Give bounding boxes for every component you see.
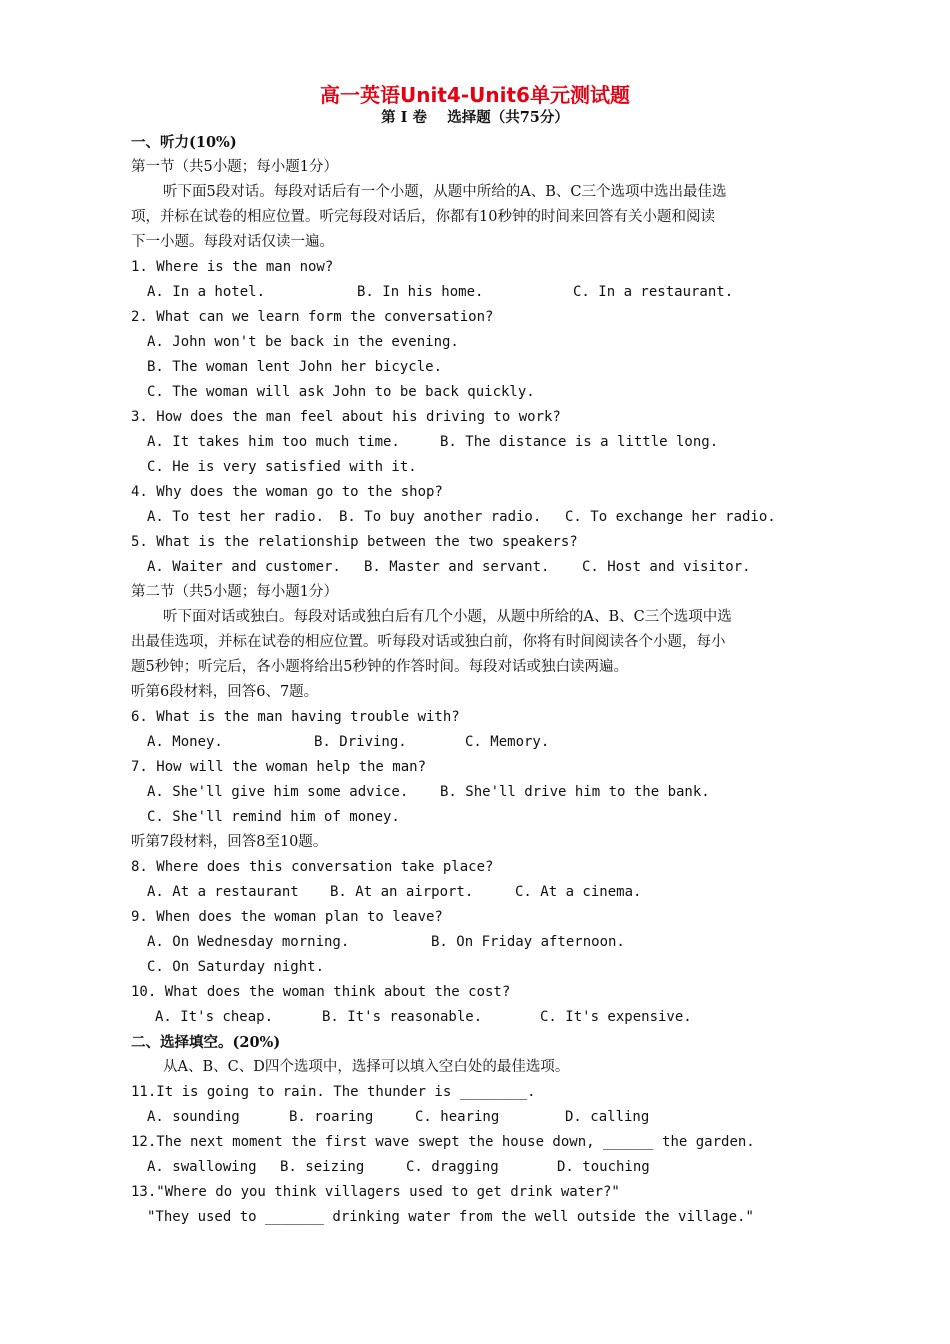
option-3c: C. He is very satisfied with it. — [147, 459, 417, 475]
part2-instruction: 从A、B、C、D四个选项中，选择可以填入空白处的最佳选项。 — [163, 1059, 570, 1075]
part1-heading: 一、听力(10%) — [131, 134, 237, 151]
question-12: 12.The next moment the first wave swept the house down, ______ the garden. — [131, 1134, 755, 1150]
option-8c: C. At a cinema. — [515, 884, 642, 900]
option-9b: B. On Friday afternoon. — [431, 934, 625, 950]
section2-instruction-line: 出最佳选项，并标在试卷的相应位置。听每段对话或独白前，你将有时间阅读各个小题，每小 — [131, 634, 726, 650]
option-6b: B. Driving. — [314, 734, 407, 750]
question-4: 4. Why does the woman go to the shop? — [131, 484, 443, 500]
option-4b: B. To buy another radio. — [339, 509, 542, 525]
question-3: 3. How does the man feel about his driving to work? — [131, 409, 561, 425]
section2-label: 第二节（共5小题；每小题1分） — [131, 584, 338, 600]
section2-instruction-line: 题5秒钟；听完后，各小题将给出5秒钟的作答时间。每段对话或独白读两遍。 — [131, 659, 628, 675]
option-3b: B. The distance is a little long. — [440, 434, 719, 450]
option-1c: C. In a restaurant. — [573, 284, 734, 300]
option-2c: C. The woman will ask John to be back quickly. — [147, 384, 535, 400]
option-7c: C. She'll remind him of money. — [147, 809, 400, 825]
question-13: 13."Where do you think villagers used to get drink water?" — [131, 1184, 620, 1200]
question-10: 10. What does the woman think about the cost? — [131, 984, 511, 1000]
question-6: 6. What is the man having trouble with? — [131, 709, 460, 725]
option-5a: A. Waiter and customer. — [147, 559, 341, 575]
option-4a: A. To test her radio. — [147, 509, 325, 525]
question-5: 5. What is the relationship between the two speakers? — [131, 534, 578, 550]
section2-instruction-line: 听下面对话或独白。每段对话或独白后有几个小题，从题中所给的A、B、C三个选项中选 — [163, 609, 732, 625]
option-10c: C. It's expensive. — [540, 1009, 692, 1025]
question-13-line2: "They used to _______ drinking water from the well outside the village." — [147, 1209, 754, 1225]
section1-instruction-line: 下一小题。每段对话仅读一遍。 — [131, 234, 334, 250]
question-11: 11.It is going to rain. The thunder is ________. — [131, 1084, 536, 1100]
option-11b: B. roaring — [289, 1109, 374, 1125]
option-3a: A. It takes him too much time. — [147, 434, 400, 450]
material-6-note: 听第6段材料，回答6、7题。 — [131, 684, 319, 700]
option-1a: A. In a hotel. — [147, 284, 266, 300]
option-12d: D. touching — [557, 1159, 650, 1175]
option-4c: C. To exchange her radio. — [565, 509, 776, 525]
exam-subtitle: 第 I 卷 选择题（共75分） — [381, 109, 569, 126]
section1-instruction-line: 听下面5段对话。每段对话后有一个小题，从题中所给的A、B、C三个选项中选出最佳选 — [163, 184, 727, 200]
option-10a: A. It's cheap. — [155, 1009, 274, 1025]
option-8b: B. At an airport. — [330, 884, 474, 900]
option-11c: C. hearing — [415, 1109, 500, 1125]
option-9a: A. On Wednesday morning. — [147, 934, 350, 950]
material-7-note: 听第7段材料，回答8至10题。 — [131, 834, 328, 850]
option-12b: B. seizing — [280, 1159, 365, 1175]
section1-label: 第一节（共5小题；每小题1分） — [131, 159, 338, 175]
option-2a: A. John won't be back in the evening. — [147, 334, 459, 350]
option-7a: A. She'll give him some advice. — [147, 784, 409, 800]
option-2b: B. The woman lent John her bicycle. — [147, 359, 443, 375]
option-5b: B. Master and servant. — [364, 559, 550, 575]
question-9: 9. When does the woman plan to leave? — [131, 909, 443, 925]
part2-heading: 二、选择填空。(20%) — [131, 1034, 281, 1051]
option-9c: C. On Saturday night. — [147, 959, 325, 975]
option-10b: B. It's reasonable. — [322, 1009, 483, 1025]
question-1: 1. Where is the man now? — [131, 259, 334, 275]
exam-title: 高一英语Unit4-Unit6单元测试题 — [320, 83, 630, 107]
option-1b: B. In his home. — [357, 284, 484, 300]
option-6c: C. Memory. — [465, 734, 550, 750]
question-2: 2. What can we learn form the conversation? — [131, 309, 494, 325]
option-8a: A. At a restaurant — [147, 884, 299, 900]
option-6a: A. Money. — [147, 734, 223, 750]
option-12c: C. dragging — [406, 1159, 499, 1175]
option-12a: A. swallowing — [147, 1159, 257, 1175]
option-11d: D. calling — [565, 1109, 650, 1125]
section1-instruction-line: 项，并标在试卷的相应位置。听完每段对话后，你都有10秒钟的时间来回答有关小题和阅读 — [131, 209, 715, 225]
option-7b: B. She'll drive him to the bank. — [440, 784, 710, 800]
question-8: 8. Where does this conversation take place? — [131, 859, 494, 875]
option-11a: A. sounding — [147, 1109, 240, 1125]
question-7: 7. How will the woman help the man? — [131, 759, 427, 775]
option-5c: C. Host and visitor. — [582, 559, 751, 575]
